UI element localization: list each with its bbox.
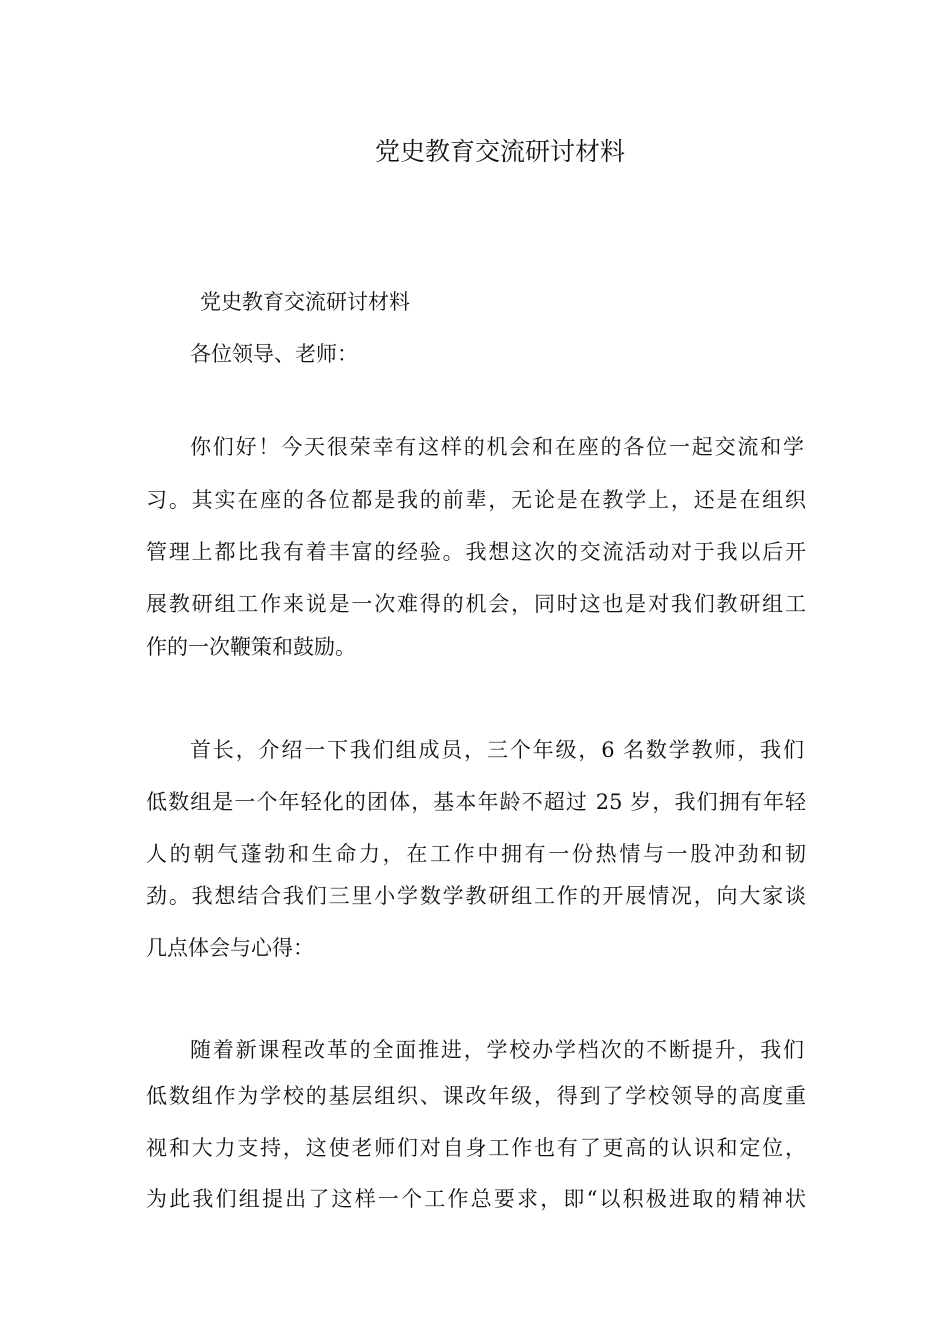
paragraph-1-line-3: 管理上都比我有着丰富的经验。我想这次的交流活动对于我以后开 — [146, 540, 806, 564]
paragraph-3-line-1: 随着新课程改革的全面推进，学校办学档次的不断提升，我们 — [190, 1038, 804, 1062]
page-title: 党史教育交流研讨材料 — [374, 137, 625, 166]
subtitle: 党史教育交流研讨材料 — [200, 290, 410, 314]
paragraph-1-line-1: 你们好！今天很荣幸有这样的机会和在座的各位一起交流和学 — [190, 435, 804, 459]
salutation: 各位领导、老师： — [190, 342, 358, 366]
paragraph-1-line-4: 展教研组工作来说是一次难得的机会，同时这也是对我们教研组工 — [146, 592, 806, 616]
paragraph-2-line-3: 人的朝气蓬勃和生命力，在工作中拥有一份热情与一股冲劲和韧 — [146, 842, 806, 866]
paragraph-1-line-2: 习。其实在座的各位都是我的前辈，无论是在教学上，还是在组织 — [146, 488, 806, 512]
paragraph-3-line-2: 低数组作为学校的基层组织、课改年级，得到了学校领导的高度重 — [146, 1084, 806, 1108]
paragraph-3-line-4: 为此我们组提出了这样一个工作总要求，即“以积极进取的精神状 — [146, 1187, 806, 1211]
paragraph-1-line-5: 作的一次鞭策和鼓励。 — [146, 635, 356, 659]
paragraph-2-line-2: 低数组是一个年轻化的团体，基本年龄不超过 25 岁，我们拥有年轻 — [146, 790, 806, 814]
paragraph-2-line-5: 几点体会与心得： — [146, 936, 314, 960]
paragraph-3-line-3: 视和大力支持，这使老师们对自身工作也有了更高的认识和定位， — [146, 1136, 806, 1160]
paragraph-2-line-4: 劲。我想结合我们三里小学数学教研组工作的开展情况，向大家谈 — [146, 884, 806, 908]
paragraph-2-line-1: 首长，介绍一下我们组成员，三个年级，6 名数学教师，我们 — [190, 738, 804, 762]
